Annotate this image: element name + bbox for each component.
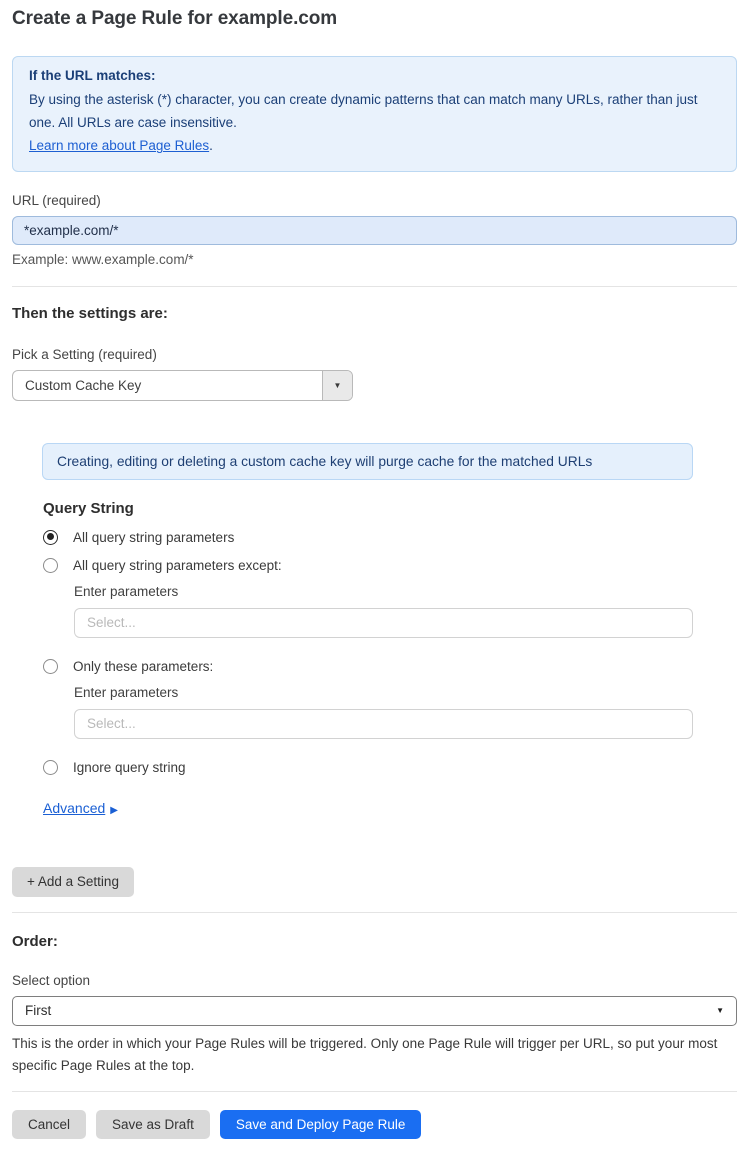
cache-purge-notice: Creating, editing or deleting a custom cache key will purge cache for the matched URLs: [42, 443, 693, 480]
radio-except-params[interactable]: [43, 558, 58, 573]
url-input[interactable]: [12, 216, 737, 245]
info-box-body: By using the asterisk (*) character, you can create dynamic patterns that can match many URLs, rather than just one. All URLs are case insensitive. Learn more about Page Rules.: [29, 92, 698, 154]
page-title: Create a Page Rule for example.com: [12, 8, 338, 29]
settings-heading: Then the settings are:: [12, 304, 168, 322]
url-match-info-box: [12, 56, 737, 172]
pick-setting-label: Pick a Setting (required): [12, 346, 157, 362]
chevron-down-icon: ▼: [716, 1006, 724, 1016]
radio-row-all-params[interactable]: [43, 530, 737, 545]
radio-row-ignore-query[interactable]: [43, 760, 737, 775]
add-setting-button[interactable]: + Add a Setting: [12, 867, 134, 897]
triangle-right-icon: ▶: [110, 804, 118, 816]
footer-buttons: [12, 1110, 737, 1139]
radio-except-params-label[interactable]: All query string parameters except:: [73, 557, 282, 573]
setting-select[interactable]: [12, 370, 353, 401]
divider: [12, 912, 737, 913]
chevron-down-icon[interactable]: ▼: [322, 371, 352, 400]
order-help-text: This is the order in which your Page Rules will be triggered. Only one Page Rule will trigger per URL, so put your most specific Page Rules at the top.: [12, 1035, 718, 1073]
radio-ignore-query-label[interactable]: Ignore query string: [73, 759, 186, 775]
query-string-heading: Query String: [43, 499, 134, 517]
setting-select-value: Custom Cache Key: [25, 377, 142, 393]
cancel-button[interactable]: Cancel: [12, 1110, 86, 1139]
only-params-input[interactable]: [74, 709, 693, 739]
order-heading: Order:: [12, 932, 58, 950]
except-params-input[interactable]: [74, 608, 693, 638]
order-select-value: First: [25, 1003, 52, 1019]
divider: [12, 286, 737, 287]
url-helper-text: Example: www.example.com/*: [12, 251, 194, 267]
radio-row-except-params[interactable]: [43, 558, 737, 573]
radio-all-params[interactable]: [43, 530, 58, 545]
divider: [12, 1091, 737, 1092]
only-params-label: Enter parameters: [74, 684, 179, 700]
order-select-label: Select option: [12, 972, 91, 988]
radio-all-params-label[interactable]: All query string parameters: [73, 529, 235, 545]
radio-only-params[interactable]: [43, 659, 58, 674]
url-field-label: URL (required): [12, 192, 101, 208]
advanced-link-text[interactable]: Advanced: [43, 799, 106, 816]
radio-ignore-query[interactable]: [43, 760, 58, 775]
learn-more-link[interactable]: Learn more about Page Rules: [29, 138, 210, 154]
info-box-heading: If the URL matches:: [29, 68, 156, 83]
advanced-link[interactable]: [43, 800, 118, 816]
radio-only-params-label[interactable]: Only these parameters:: [73, 658, 214, 674]
only-params-field: [74, 685, 693, 739]
link-period: .: [209, 138, 213, 154]
save-draft-button[interactable]: Save as Draft: [96, 1110, 210, 1139]
except-params-field: [74, 584, 693, 638]
except-params-label: Enter parameters: [74, 583, 179, 599]
radio-row-only-params[interactable]: [43, 659, 737, 674]
save-deploy-button[interactable]: Save and Deploy Page Rule: [220, 1110, 422, 1139]
order-select[interactable]: [12, 996, 737, 1026]
